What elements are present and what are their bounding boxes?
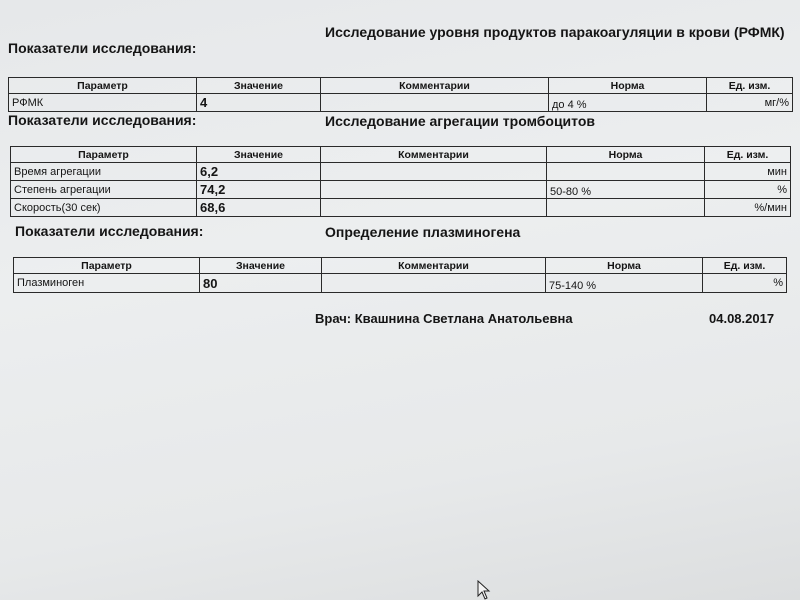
header-norm: Норма (549, 78, 707, 94)
table-row (11, 163, 791, 181)
table-aggregation (10, 146, 791, 217)
param-cell: Плазминоген (14, 274, 200, 293)
section-title-aggregation: Исследование агрегации тромбоцитов (325, 113, 595, 129)
value-cell: 68,6 (197, 199, 321, 217)
norm-cell (547, 199, 705, 217)
header-param: Параметр (14, 258, 200, 274)
header-param: Параметр (11, 147, 197, 163)
unit-cell: мин (705, 163, 791, 181)
comment-cell (321, 181, 547, 199)
header-param: Параметр (9, 78, 197, 94)
norm-cell: 50-80 % (547, 181, 705, 199)
table-rfmk (8, 77, 793, 112)
header-value: Значение (197, 147, 321, 163)
table-row (11, 181, 791, 199)
header-comment: Комментарии (321, 78, 549, 94)
comment-cell (321, 199, 547, 217)
value-cell: 80 (200, 274, 322, 293)
table-row (14, 274, 787, 293)
table-header-row (14, 258, 787, 274)
value-cell: 4 (197, 94, 321, 112)
section-label-2: Показатели исследования: (8, 112, 197, 128)
unit-cell: % (703, 274, 787, 293)
header-unit: Ед. изм. (703, 258, 787, 274)
param-cell: РФМК (9, 94, 197, 112)
unit-cell: мг/% (707, 94, 793, 112)
doctor-signature-line: Врач: Квашнина Светлана Анатольевна (315, 311, 573, 326)
header-norm: Норма (547, 147, 705, 163)
comment-cell (321, 163, 547, 181)
param-cell: Скорость(30 сек) (11, 199, 197, 217)
table-row (11, 199, 791, 217)
norm-cell: до 4 % (549, 94, 707, 112)
section-label-3: Показатели исследования: (15, 223, 204, 239)
header-comment: Комментарии (321, 147, 547, 163)
table-header-row (11, 147, 791, 163)
table-header-row (9, 78, 793, 94)
header-norm: Норма (546, 258, 703, 274)
mouse-pointer-icon (477, 580, 491, 600)
section-title-plasminogen: Определение плазминогена (325, 224, 521, 240)
header-value: Значение (200, 258, 322, 274)
norm-cell: 75-140 % (546, 274, 703, 293)
header-value: Значение (197, 78, 321, 94)
header-unit: Ед. изм. (707, 78, 793, 94)
unit-cell: %/мин (705, 199, 791, 217)
param-cell: Степень агрегации (11, 181, 197, 199)
section-label-1: Показатели исследования: (8, 40, 197, 56)
header-unit: Ед. изм. (705, 147, 791, 163)
table-row (9, 94, 793, 112)
norm-cell (547, 163, 705, 181)
report-date: 04.08.2017 (709, 311, 775, 326)
comment-cell (322, 274, 546, 293)
unit-cell: % (705, 181, 791, 199)
comment-cell (321, 94, 549, 112)
param-cell: Время агрегации (11, 163, 197, 181)
table-plasminogen (13, 257, 787, 293)
section-title-rfmk: Исследование уровня продуктов паракоагуляции в крови (РФМК) (325, 24, 785, 40)
value-cell: 6,2 (197, 163, 321, 181)
value-cell: 74,2 (197, 181, 321, 199)
header-comment: Комментарии (322, 258, 546, 274)
